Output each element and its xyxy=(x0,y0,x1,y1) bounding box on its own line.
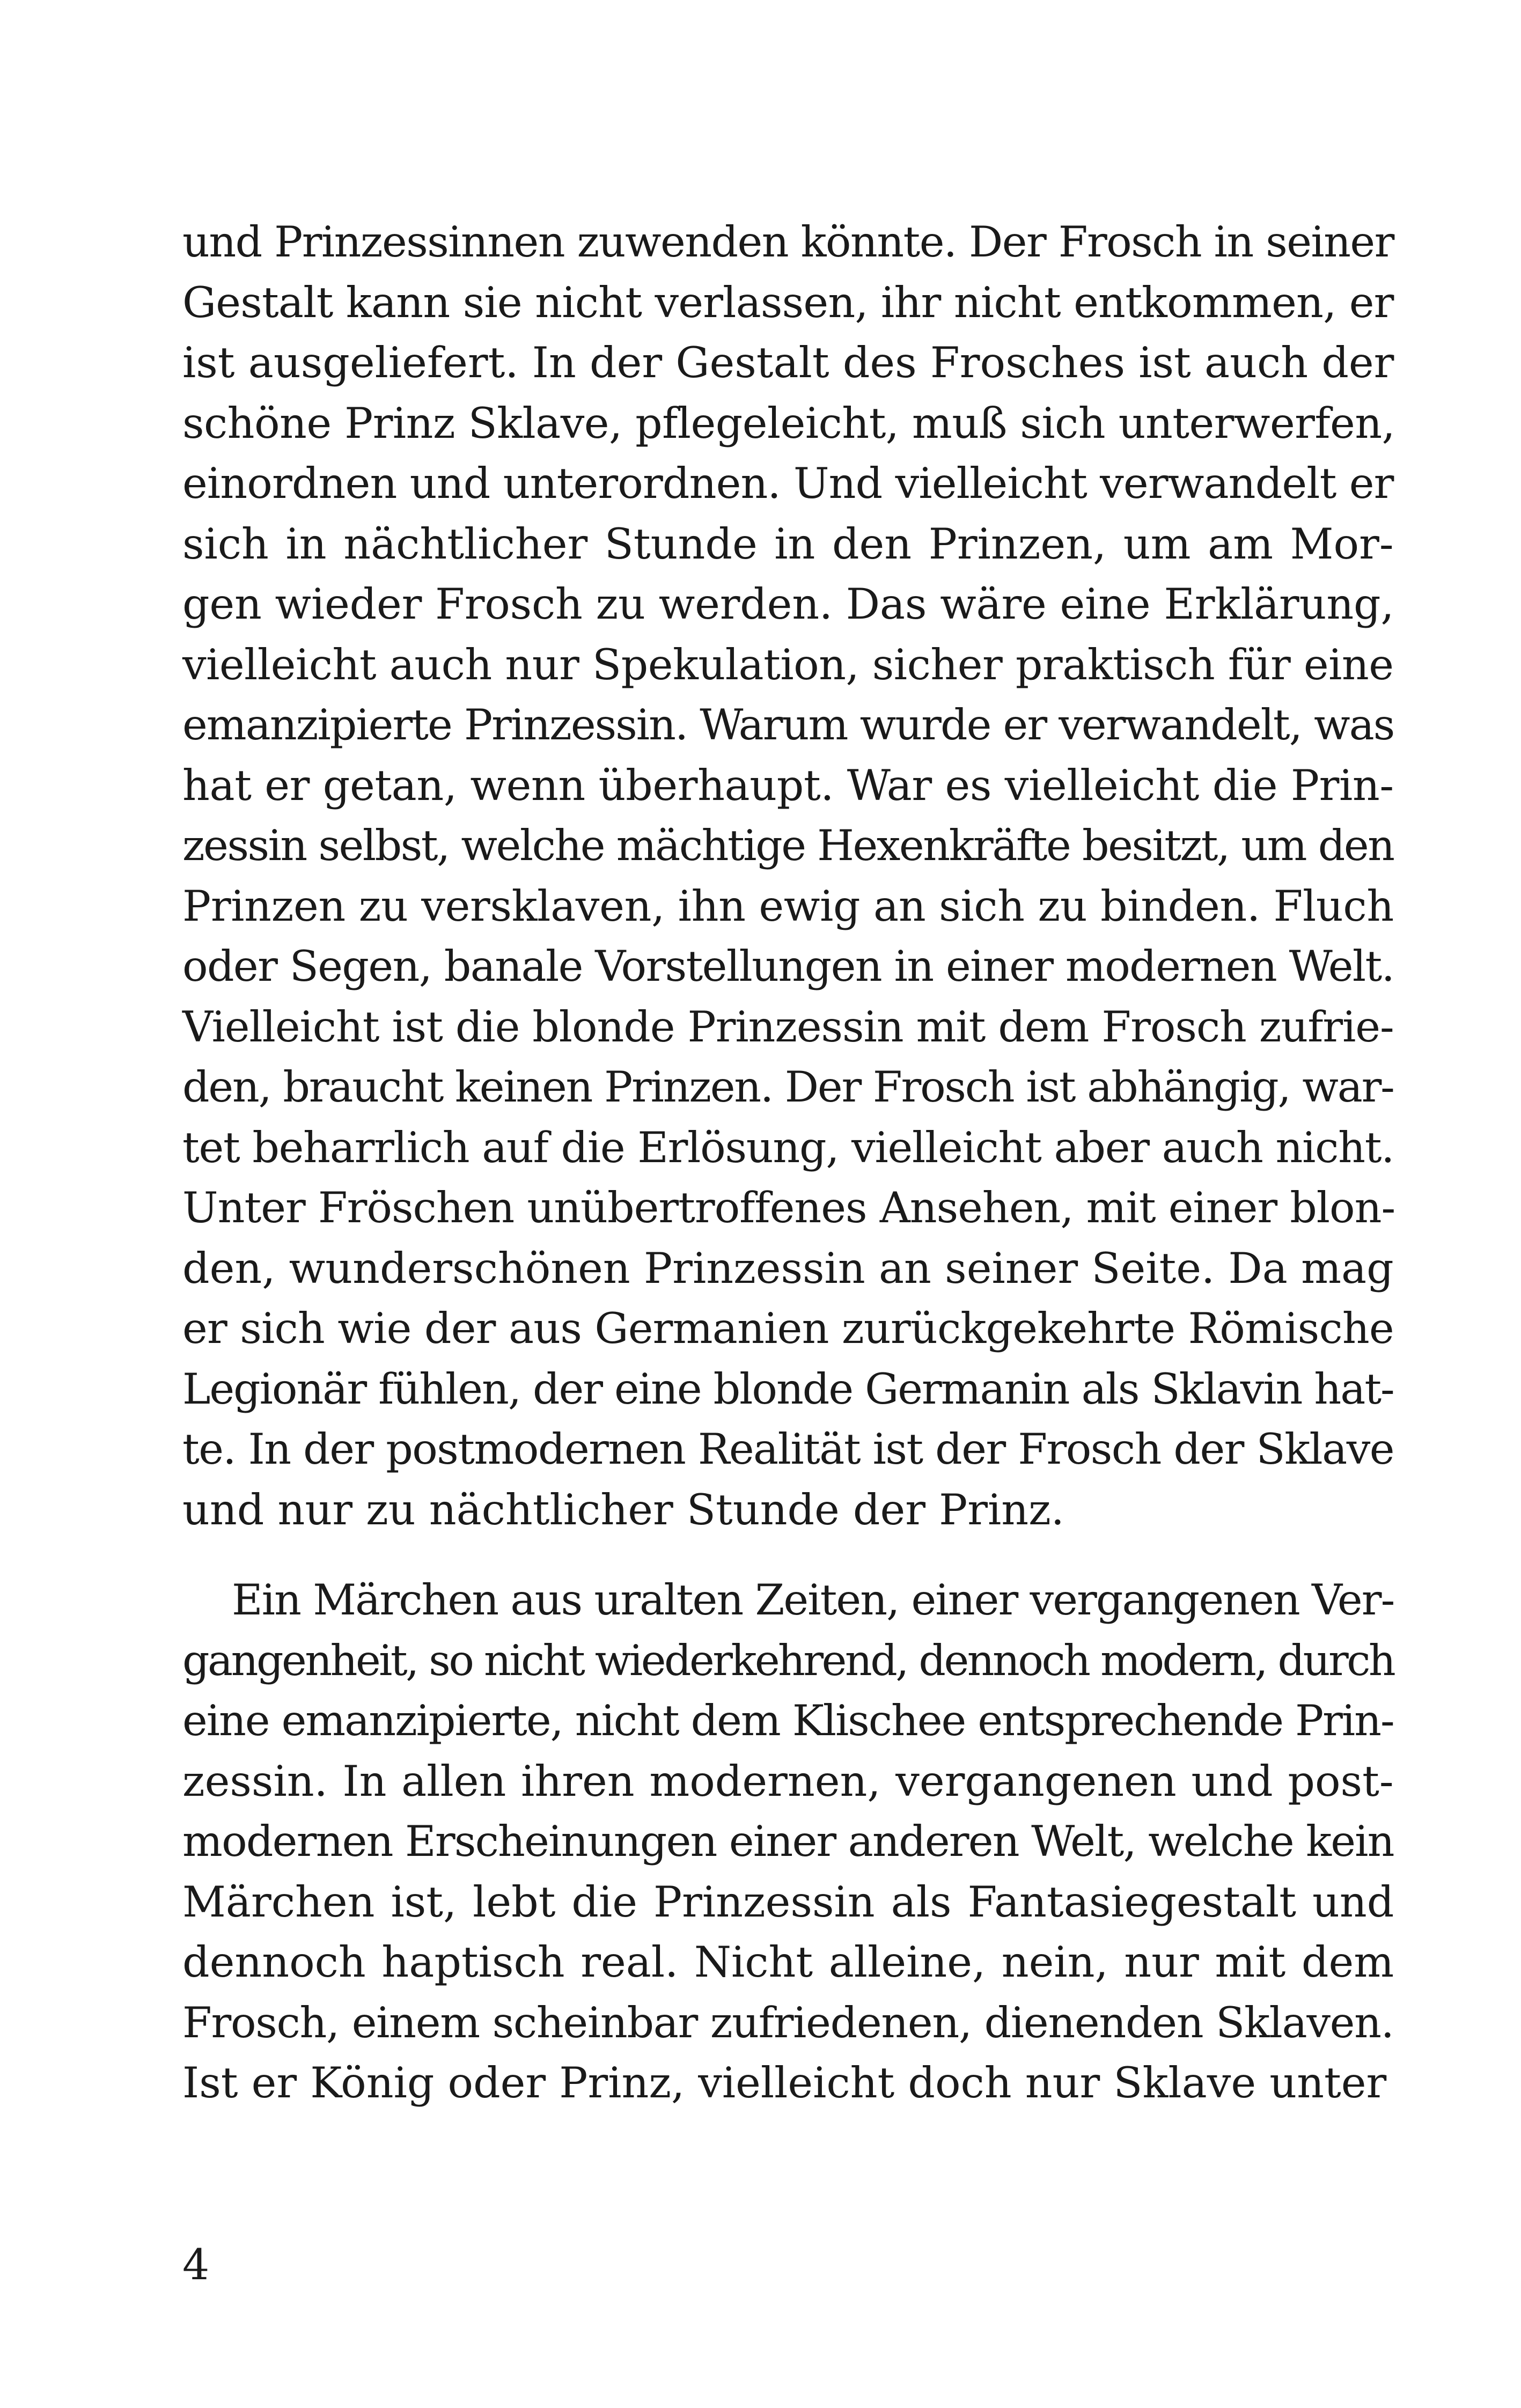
text-line: emanzipierte Prinzessin. Warum wurde er verwandelt, was xyxy=(182,700,1394,750)
paragraph-2 xyxy=(182,1570,1394,2113)
text-line: dennoch haptisch real. Nicht alleine, nein, nur mit dem xyxy=(182,1937,1394,1987)
text-line: Frosch, einem scheinbar zufriedenen, dienenden Sklaven. xyxy=(182,1998,1394,2047)
text-line: Prinzen zu versklaven, ihn ewig an sich zu binden. Fluch xyxy=(182,881,1394,931)
text-line: te. In der postmodernen Realität ist der Frosch der Sklave xyxy=(182,1425,1394,1474)
text-line: Gestalt kann sie nicht verlassen, ihr nicht entkommen, er xyxy=(182,277,1394,327)
text-line: zessin. In allen ihren modernen, vergangenen und post- xyxy=(182,1756,1394,1806)
text-line: Ist er König oder Prinz, vielleicht doch nur Sklave unter xyxy=(182,2058,1387,2108)
text-line: hat er getan, wenn überhaupt. War es vielleicht die Prin- xyxy=(182,760,1394,810)
text-line: oder Segen, banale Vorstellungen in einer modernen Welt. xyxy=(182,942,1394,991)
paragraph-1 xyxy=(182,212,1394,1540)
text-line: tet beharrlich auf die Erlösung, vielleicht aber auch nicht. xyxy=(182,1122,1394,1172)
text-line: Märchen ist, lebt die Prinzessin als Fantasiegestalt und xyxy=(182,1877,1394,1927)
text-line: und Prinzessinnen zuwenden könnte. Der Frosch in seiner xyxy=(182,217,1394,267)
text-line: vielleicht auch nur Spekulation, sicher praktisch für eine xyxy=(182,640,1394,689)
text-line: den, wunderschönen Prinzessin an seiner Seite. Da mag xyxy=(182,1243,1394,1293)
text-line: gen wieder Frosch zu werden. Das wäre eine Erklärung, xyxy=(182,579,1394,629)
text-line: Unter Fröschen unübertroffenes Ansehen, mit einer blon- xyxy=(182,1183,1395,1232)
text-line: er sich wie der aus Germanien zurückgekehrte Römische xyxy=(182,1304,1394,1353)
text-line: Legionär fühlen, der eine blonde Germanin als Sklavin hat- xyxy=(182,1364,1394,1414)
text-line: eine emanzipierte, nicht dem Klischee entsprechende Prin- xyxy=(182,1696,1394,1745)
page-number: 4 xyxy=(182,2240,210,2289)
text-line: Ein Märchen aus uralten Zeiten, einer vergangenen Ver- xyxy=(232,1575,1394,1625)
text-line: sich in nächtlicher Stunde in den Prinzen, um am Mor- xyxy=(182,519,1394,569)
text-line: schöne Prinz Sklave, pflegeleicht, muß sich unterwerfen, xyxy=(182,398,1395,448)
text-line: ist ausgeliefert. In der Gestalt des Frosches ist auch der xyxy=(182,338,1394,387)
text-line: den, braucht keinen Prinzen. Der Frosch ist abhängig, war- xyxy=(182,1062,1394,1112)
text-line: Vielleicht ist die blonde Prinzessin mit dem Frosch zufrie- xyxy=(182,1002,1394,1052)
text-line: einordnen und unterordnen. Und vielleicht verwandelt er xyxy=(182,459,1394,508)
text-line: gangenheit, so nicht wiederkehrend, dennoch modern, durch xyxy=(182,1635,1394,1685)
text-line: zessin selbst, welche mächtige Hexenkräfte besitzt, um den xyxy=(182,821,1394,870)
text-line: und nur zu nächtlicher Stunde der Prinz. xyxy=(182,1485,1064,1535)
text-line: modernen Erscheinungen einer anderen Welt, welche kein xyxy=(182,1817,1394,1866)
